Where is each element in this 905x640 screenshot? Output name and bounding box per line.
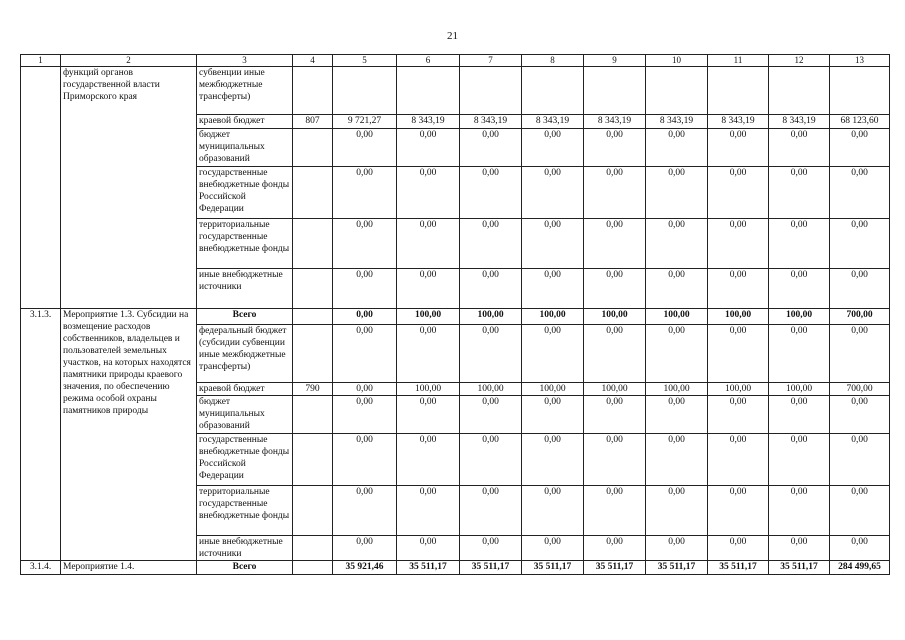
- value-cell: 0,00: [397, 325, 460, 383]
- funding-source: государственные внебюджетные фонды Российской Федерации: [197, 434, 293, 486]
- value-cell: 0,00: [584, 434, 646, 486]
- funding-source: федеральный бюджет (субсидии субвенции иные межбюджетные трансферты): [197, 325, 293, 383]
- value-cell: 8 343,19: [584, 115, 646, 129]
- value-cell: 0,00: [397, 536, 460, 561]
- value-cell: 0,00: [708, 167, 769, 219]
- code-cell: 790: [293, 383, 333, 396]
- funding-source: государственные внебюджетные фонды Российской Федерации: [197, 167, 293, 219]
- header-cell: 7: [460, 55, 522, 67]
- value-cell: 0,00: [522, 486, 584, 536]
- header-cell: 12: [769, 55, 830, 67]
- value-cell: 0,00: [460, 167, 522, 219]
- value-cell: 0,00: [333, 167, 397, 219]
- value-cell: 0,00: [397, 486, 460, 536]
- header-row: [21, 55, 890, 67]
- header-cell: 11: [708, 55, 769, 67]
- header-cell: 8: [522, 55, 584, 67]
- item-number: 3.1.3.: [21, 309, 61, 561]
- value-cell: 0,00: [584, 269, 646, 309]
- value-cell: 0,00: [460, 434, 522, 486]
- value-cell: 68 123,60: [830, 115, 890, 129]
- value-cell: 0,00: [830, 434, 890, 486]
- value-cell: 0,00: [830, 486, 890, 536]
- value-cell: 0,00: [522, 536, 584, 561]
- page-number: 21: [447, 30, 458, 42]
- header-cell: 1: [21, 55, 61, 67]
- value-cell: [522, 67, 584, 115]
- value-cell: 0,00: [333, 129, 397, 167]
- value-cell: 0,00: [769, 486, 830, 536]
- value-cell: 100,00: [708, 383, 769, 396]
- header-cell: 4: [293, 55, 333, 67]
- value-cell: 0,00: [646, 167, 708, 219]
- value-cell: 100,00: [646, 309, 708, 325]
- value-cell: 0,00: [397, 269, 460, 309]
- value-cell: 8 343,19: [708, 115, 769, 129]
- header-cell: 13: [830, 55, 890, 67]
- value-cell: 35 511,17: [646, 561, 708, 575]
- value-cell: 0,00: [769, 219, 830, 269]
- value-cell: 0,00: [708, 129, 769, 167]
- value-cell: 9 721,27: [333, 115, 397, 129]
- table-row: [21, 561, 890, 575]
- value-cell: 0,00: [522, 269, 584, 309]
- code-cell: [293, 309, 333, 325]
- value-cell: [397, 67, 460, 115]
- value-cell: 0,00: [830, 536, 890, 561]
- value-cell: 0,00: [397, 167, 460, 219]
- value-cell: 100,00: [769, 383, 830, 396]
- value-cell: 0,00: [708, 486, 769, 536]
- table-row: [21, 309, 890, 325]
- value-cell: 0,00: [333, 434, 397, 486]
- value-cell: 700,00: [830, 309, 890, 325]
- value-cell: 0,00: [830, 325, 890, 383]
- code-cell: [293, 269, 333, 309]
- code-cell: [293, 167, 333, 219]
- value-cell: 0,00: [830, 269, 890, 309]
- value-cell: 0,00: [584, 486, 646, 536]
- value-cell: 0,00: [333, 219, 397, 269]
- value-cell: [460, 67, 522, 115]
- value-cell: 0,00: [769, 325, 830, 383]
- value-cell: 8 343,19: [460, 115, 522, 129]
- value-cell: 0,00: [522, 396, 584, 434]
- value-cell: 0,00: [333, 269, 397, 309]
- value-cell: 35 921,46: [333, 561, 397, 575]
- header-cell: 10: [646, 55, 708, 67]
- value-cell: 0,00: [708, 434, 769, 486]
- value-cell: 0,00: [708, 396, 769, 434]
- value-cell: 100,00: [584, 309, 646, 325]
- value-cell: 0,00: [646, 486, 708, 536]
- value-cell: 0,00: [522, 434, 584, 486]
- code-cell: [293, 219, 333, 269]
- value-cell: 0,00: [397, 434, 460, 486]
- funding-source: бюджет муниципальных образований: [197, 396, 293, 434]
- item-description: Мероприятие 1.3. Субсидии на возмещение расходов собственников, владельцев и пользователей земельных участков, на которых находятся памятники природы краевого значения, по обеспечению режима особой охраны памятников природы: [61, 309, 197, 561]
- funding-source: иные внебюджетные источники: [197, 536, 293, 561]
- value-cell: 0,00: [769, 434, 830, 486]
- value-cell: 0,00: [460, 129, 522, 167]
- value-cell: 0,00: [460, 325, 522, 383]
- value-cell: 0,00: [830, 219, 890, 269]
- header-cell: 2: [61, 55, 197, 67]
- value-cell: 0,00: [584, 167, 646, 219]
- value-cell: 8 343,19: [646, 115, 708, 129]
- value-cell: 35 511,17: [460, 561, 522, 575]
- code-cell: [293, 561, 333, 575]
- header-cell: 9: [584, 55, 646, 67]
- value-cell: 0,00: [769, 129, 830, 167]
- value-cell: 35 511,17: [522, 561, 584, 575]
- code-cell: [293, 129, 333, 167]
- code-cell: [293, 434, 333, 486]
- value-cell: 0,00: [460, 536, 522, 561]
- value-cell: 0,00: [708, 219, 769, 269]
- value-cell: [646, 67, 708, 115]
- code-cell: [293, 536, 333, 561]
- funding-source: Всего: [197, 309, 293, 325]
- value-cell: 0,00: [522, 325, 584, 383]
- value-cell: 0,00: [769, 269, 830, 309]
- value-cell: 0,00: [333, 536, 397, 561]
- value-cell: 100,00: [397, 383, 460, 396]
- value-cell: 0,00: [708, 325, 769, 383]
- value-cell: 0,00: [830, 396, 890, 434]
- value-cell: 0,00: [584, 396, 646, 434]
- header-cell: 6: [397, 55, 460, 67]
- value-cell: 100,00: [522, 309, 584, 325]
- value-cell: 0,00: [646, 269, 708, 309]
- table-row: [21, 67, 890, 115]
- value-cell: 0,00: [646, 129, 708, 167]
- value-cell: 0,00: [333, 309, 397, 325]
- value-cell: 0,00: [460, 269, 522, 309]
- funding-source: субвенции иные межбюджетные трансферты): [197, 67, 293, 115]
- value-cell: 35 511,17: [397, 561, 460, 575]
- item-number: [21, 67, 61, 309]
- value-cell: 0,00: [708, 269, 769, 309]
- value-cell: 35 511,17: [584, 561, 646, 575]
- item-description: функций органов государственной власти Приморского края: [61, 67, 197, 309]
- value-cell: 8 343,19: [522, 115, 584, 129]
- value-cell: 0,00: [397, 129, 460, 167]
- value-cell: 0,00: [646, 434, 708, 486]
- code-cell: [293, 325, 333, 383]
- value-cell: 0,00: [584, 536, 646, 561]
- value-cell: [584, 67, 646, 115]
- code-cell: [293, 486, 333, 536]
- value-cell: 100,00: [397, 309, 460, 325]
- value-cell: 0,00: [708, 536, 769, 561]
- value-cell: 0,00: [333, 383, 397, 396]
- funding-source: территориальные государственные внебюджетные фонды: [197, 486, 293, 536]
- value-cell: 8 343,19: [769, 115, 830, 129]
- value-cell: 0,00: [397, 219, 460, 269]
- value-cell: 0,00: [769, 396, 830, 434]
- value-cell: 100,00: [769, 309, 830, 325]
- value-cell: 0,00: [460, 219, 522, 269]
- funding-source: краевой бюджет: [197, 383, 293, 396]
- value-cell: 100,00: [708, 309, 769, 325]
- value-cell: 0,00: [830, 129, 890, 167]
- funding-source: территориальные государственные внебюджетные фонды: [197, 219, 293, 269]
- value-cell: 284 499,65: [830, 561, 890, 575]
- funding-source: бюджет муниципальных образований: [197, 129, 293, 167]
- funding-source: краевой бюджет: [197, 115, 293, 129]
- value-cell: 0,00: [646, 396, 708, 434]
- value-cell: 100,00: [522, 383, 584, 396]
- value-cell: 100,00: [460, 383, 522, 396]
- value-cell: 100,00: [460, 309, 522, 325]
- value-cell: [708, 67, 769, 115]
- value-cell: 0,00: [333, 396, 397, 434]
- value-cell: 0,00: [584, 219, 646, 269]
- value-cell: 0,00: [333, 325, 397, 383]
- value-cell: 0,00: [646, 325, 708, 383]
- value-cell: 35 511,17: [769, 561, 830, 575]
- value-cell: 0,00: [646, 536, 708, 561]
- header-cell: 3: [197, 55, 293, 67]
- value-cell: 700,00: [830, 383, 890, 396]
- code-cell: 807: [293, 115, 333, 129]
- value-cell: 0,00: [333, 486, 397, 536]
- value-cell: 0,00: [584, 325, 646, 383]
- budget-table: [20, 54, 890, 575]
- item-description: Мероприятие 1.4.: [61, 561, 197, 575]
- value-cell: 0,00: [769, 167, 830, 219]
- value-cell: 0,00: [522, 167, 584, 219]
- code-cell: [293, 396, 333, 434]
- value-cell: 0,00: [830, 167, 890, 219]
- value-cell: 0,00: [522, 219, 584, 269]
- funding-source: Всего: [197, 561, 293, 575]
- code-cell: [293, 67, 333, 115]
- value-cell: 100,00: [584, 383, 646, 396]
- funding-source: иные внебюджетные источники: [197, 269, 293, 309]
- value-cell: 0,00: [522, 129, 584, 167]
- header-cell: 5: [333, 55, 397, 67]
- item-number: 3.1.4.: [21, 561, 61, 575]
- value-cell: 0,00: [646, 219, 708, 269]
- value-cell: [830, 67, 890, 115]
- value-cell: 0,00: [460, 396, 522, 434]
- value-cell: 100,00: [646, 383, 708, 396]
- value-cell: 0,00: [397, 396, 460, 434]
- value-cell: [769, 67, 830, 115]
- value-cell: 35 511,17: [708, 561, 769, 575]
- value-cell: [333, 67, 397, 115]
- value-cell: 8 343,19: [397, 115, 460, 129]
- value-cell: 0,00: [584, 129, 646, 167]
- value-cell: 0,00: [769, 536, 830, 561]
- value-cell: 0,00: [460, 486, 522, 536]
